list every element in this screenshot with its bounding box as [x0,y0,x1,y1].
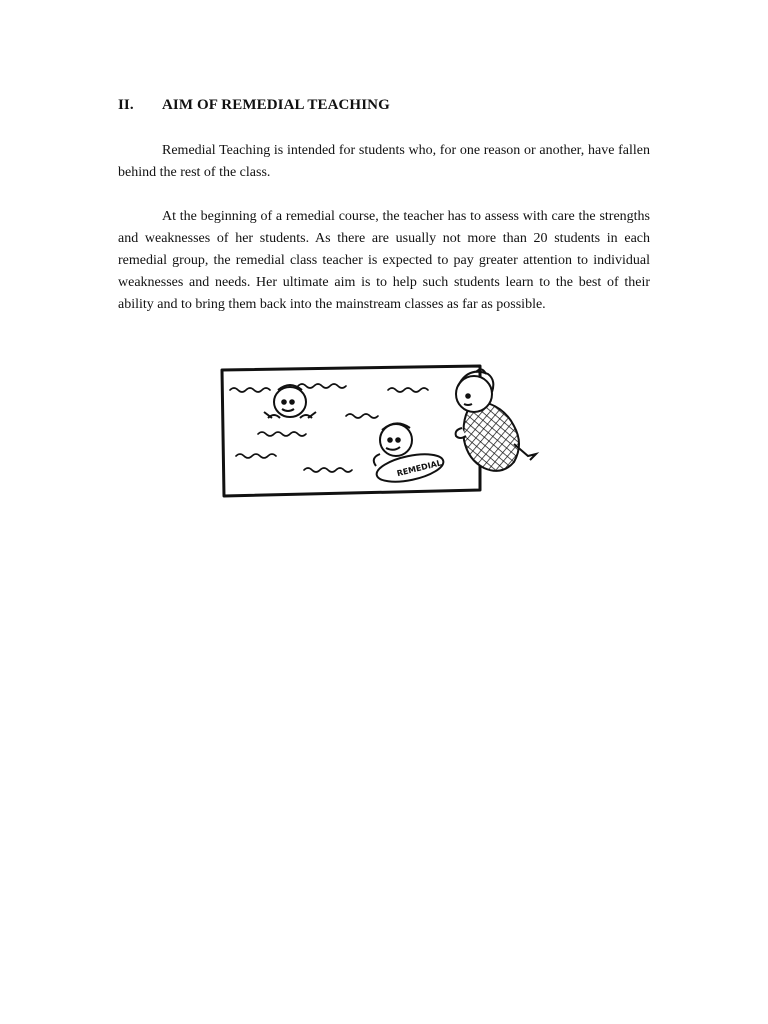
paragraph-intro: Remedial Teaching is intended for students who, for one reason or another, have fallen behind the rest of the class. [118,143,650,180]
pool-frame [222,366,480,496]
swimmer-one [264,385,316,418]
paragraph-assessment: At the beginning of a remedial course, the teacher has to assess with care the strengths and weaknesses of her students. As there are usually not more than 20 students in each remedial group, the remedial class teacher is expected to pay greater attention to individual weaknesses and needs. Her ultimate aim is to help such students learn to the best of their ability and to bring them back into the mainstream classes as far as possible. [118,209,650,312]
section-title: AIM OF REMEDIAL TEACHING [162,97,390,113]
section-number: II. [118,97,134,113]
remedial-ring [374,449,446,487]
illustration-drawing [218,362,544,504]
teacher-figure [456,369,536,470]
remedial-swimming-illustration [218,362,544,504]
svg-text:REMEDIAL: REMEDIAL [395,458,443,479]
section-heading [118,97,390,114]
